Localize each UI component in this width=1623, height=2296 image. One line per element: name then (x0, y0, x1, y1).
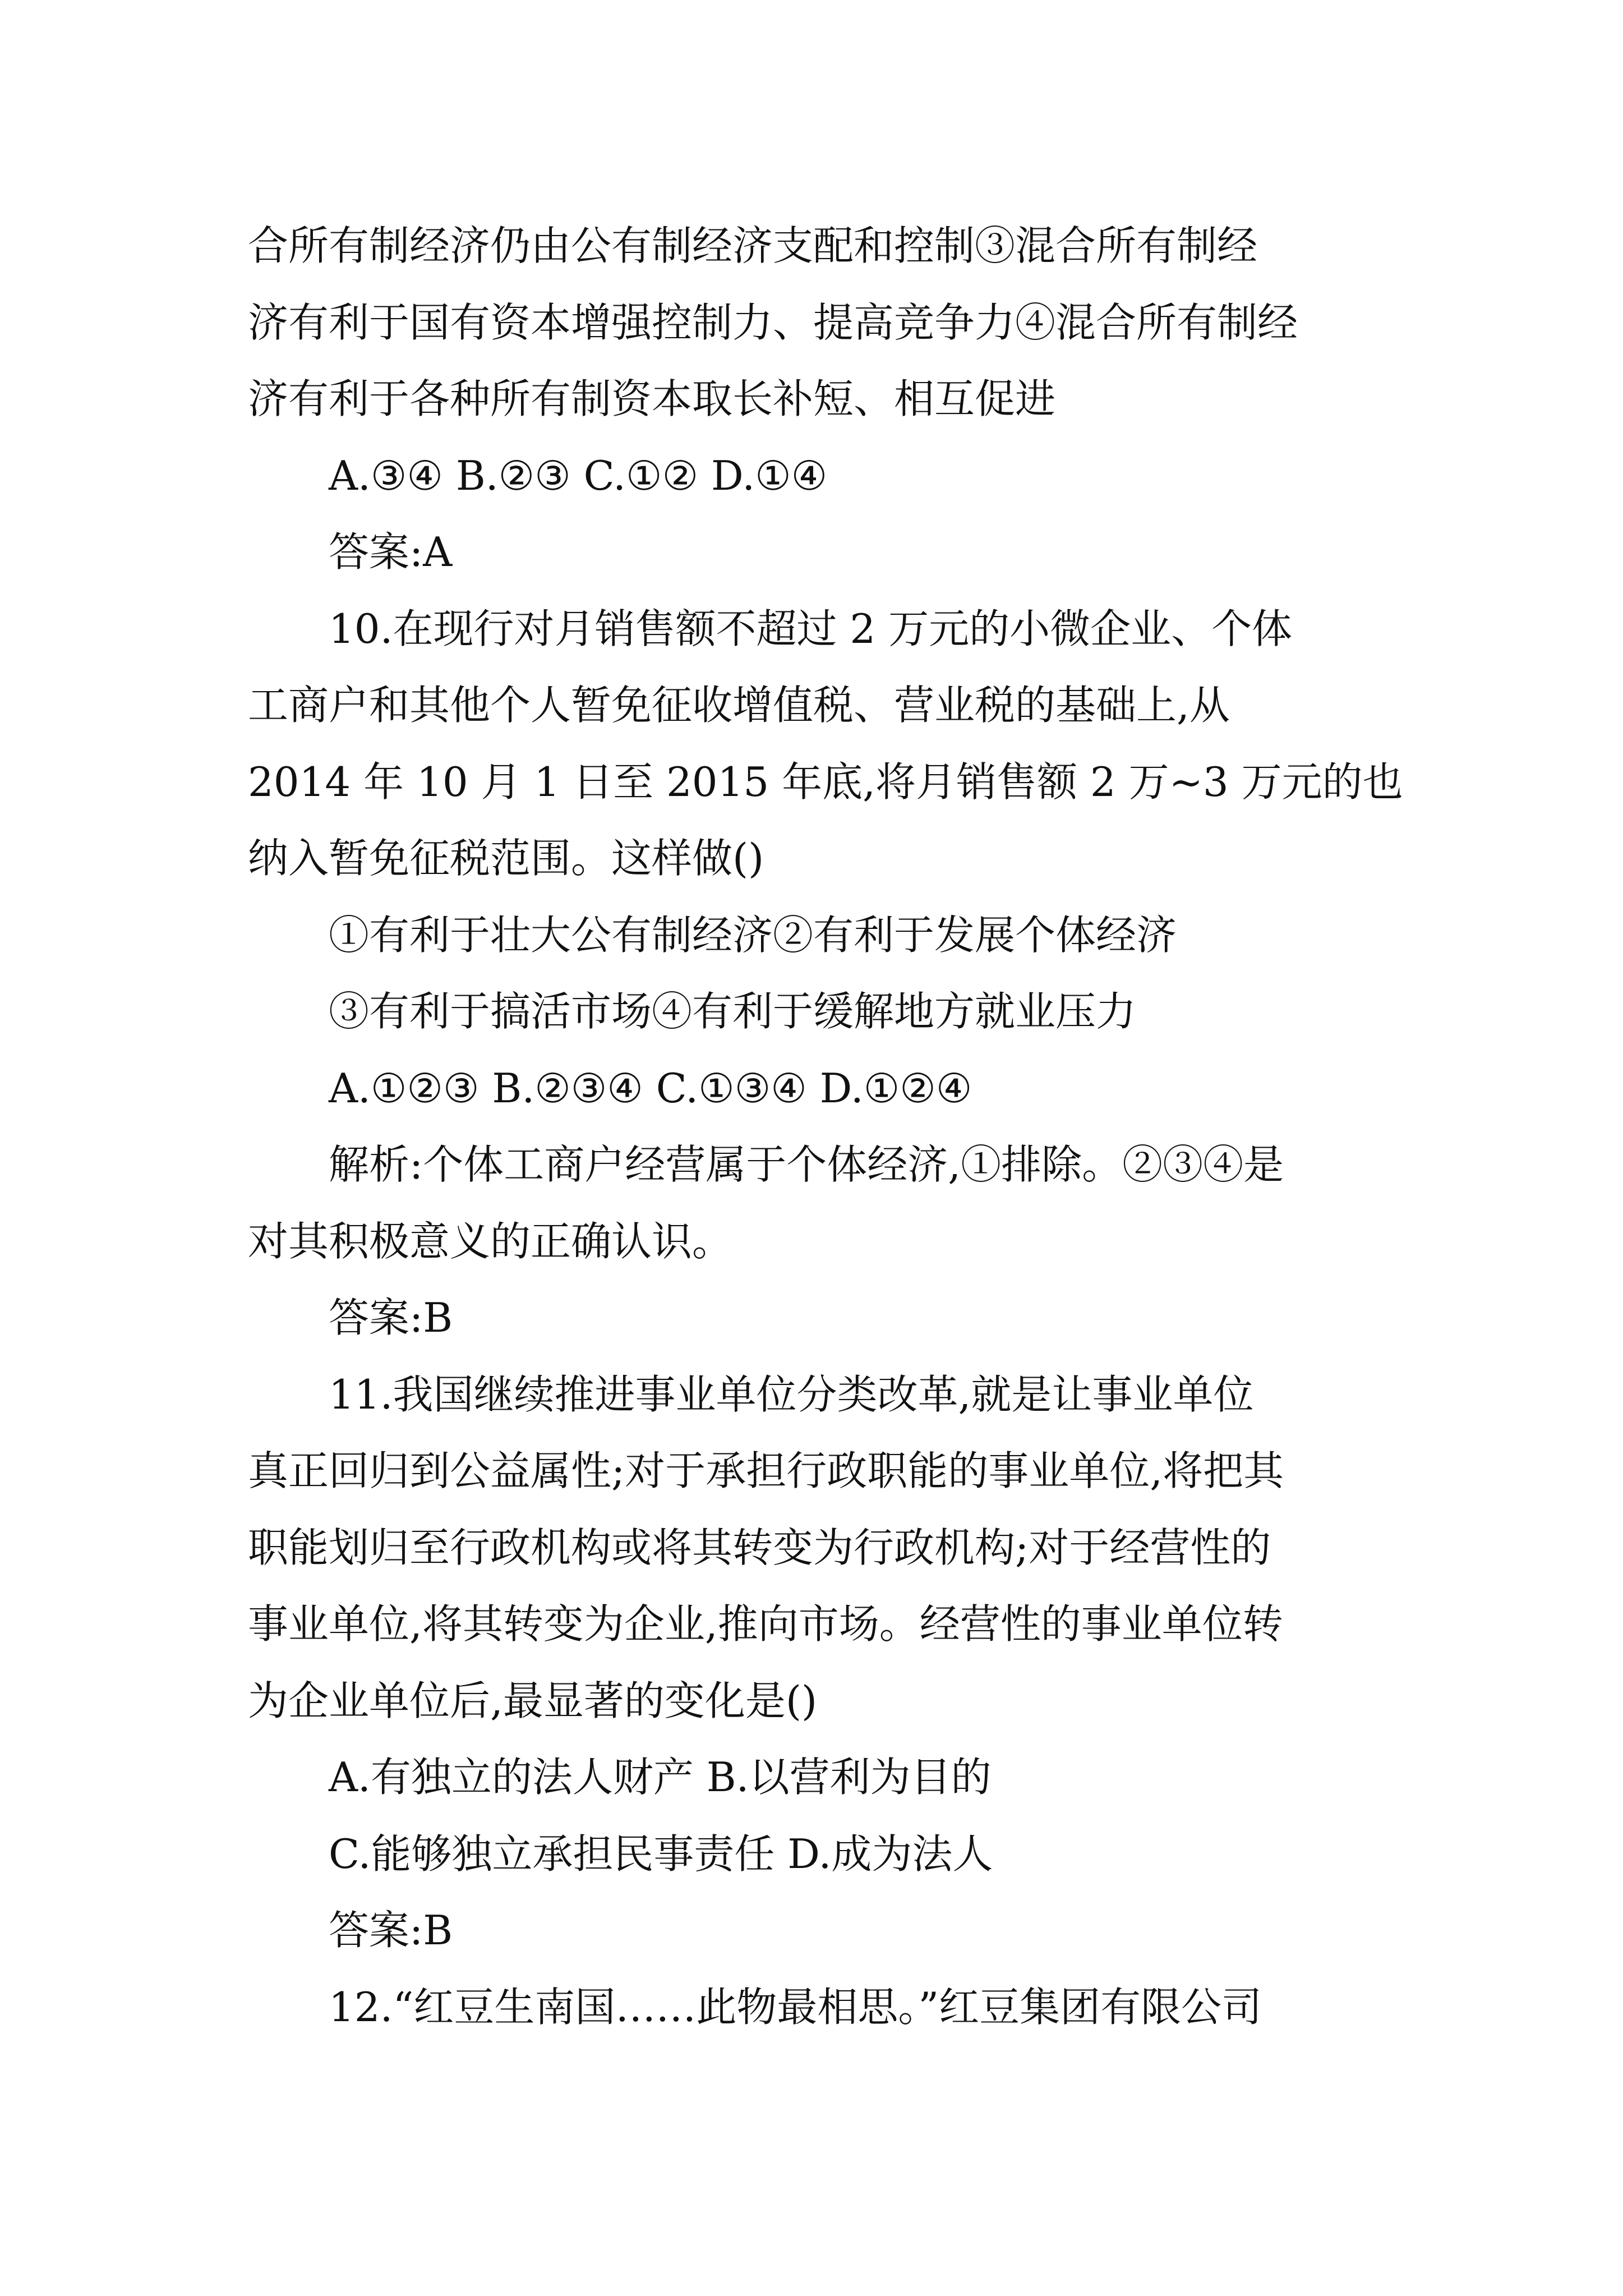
q11-options-1: A.有独立的法人财产 B.以营利为目的 (329, 1754, 992, 1801)
q9-answer: 答案:A (329, 528, 453, 576)
q10-stem-line-1: 10.在现行对月销售额不超过 2 万元的小微企业、个体 (329, 605, 1293, 652)
q10-options: A.①②③ B.②③④ C.①③④ D.①②④ (329, 1064, 972, 1112)
q10-stem-line-2: 工商户和其他个人暂免征收增值税、营业税的基础上,从 (248, 682, 1230, 729)
q9-options: A.③④ B.②③ C.①② D.①④ (329, 452, 828, 499)
text-line-1: 合所有制经济仍由公有制经济支配和控制③混合所有制经 (248, 222, 1258, 269)
q10-answer: 答案:B (329, 1294, 453, 1341)
q11-options-2: C.能够独立承担民事责任 D.成为法人 (329, 1830, 993, 1878)
q11-stem-line-5: 为企业单位后,最显著的变化是() (248, 1677, 818, 1724)
q10-stem-line-4: 纳入暂免征税范围。这样做() (248, 835, 764, 882)
q11-stem-line-4: 事业单位,将其转变为企业,推向市场。经营性的事业单位转 (248, 1600, 1283, 1648)
document-page (248, 208, 1403, 2045)
q10-analysis-line-1: 解析:个体工商户经营属于个体经济,①排除。②③④是 (329, 1141, 1284, 1188)
q11-stem-line-1: 11.我国继续推进事业单位分类改革,就是让事业单位 (329, 1370, 1254, 1418)
q11-stem-line-3: 职能划归至行政机构或将其转变为行政机构;对于经营性的 (248, 1524, 1271, 1571)
q10-analysis-line-2: 对其积极意义的正确认识。 (248, 1217, 733, 1265)
q10-statements-2: ③有利于搞活市场④有利于缓解地方就业压力 (329, 988, 1137, 1035)
q12-stem-line-1: 12.“红豆生南国……此物最相思。”红豆集团有限公司 (329, 1983, 1262, 2031)
q10-stem-line-3: 2014 年 10 月 1 日至 2015 年底,将月销售额 2 万~3 万元的也 (248, 758, 1403, 806)
q11-answer: 答案:B (329, 1907, 453, 1954)
q11-stem-line-2: 真正回归到公益属性;对于承担行政职能的事业单位,将把其 (248, 1447, 1284, 1494)
text-line-2: 济有利于国有资本增强控制力、提高竞争力④混合所有制经 (248, 298, 1298, 346)
q10-statements-1: ①有利于壮大公有制经济②有利于发展个体经济 (329, 911, 1177, 959)
text-line-3: 济有利于各种所有制资本取长补短、相互促进 (248, 375, 1056, 422)
